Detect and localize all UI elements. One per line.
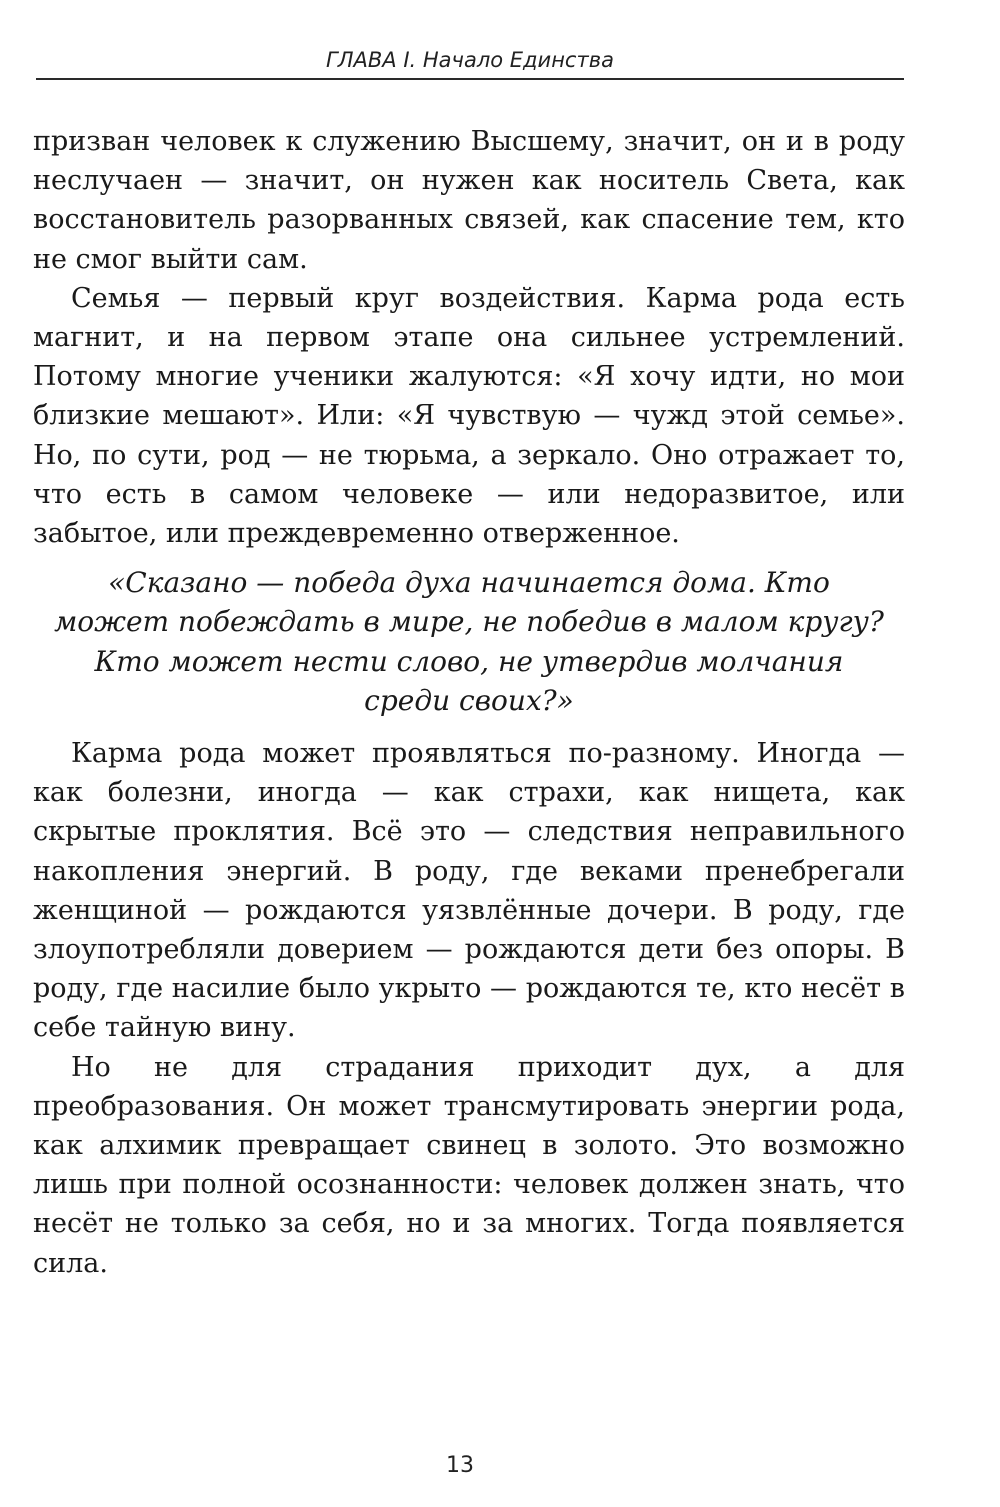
running-head: ГЛАВА I. Начало Единства	[326, 48, 614, 72]
page-number: 13	[446, 1453, 474, 1478]
paragraph: Но не для страдания приходит дух, а для преобразования. Он может трансмутировать энергии рода, как алхимик превращает свинец в золото. Это возможно лишь при полной осознанности: человек должен знать, что несёт не только за себя, но и за многих. Тогда появляется сила.	[33, 1051, 905, 1279]
header-rule	[36, 78, 904, 80]
paragraph: Семья — первый круг воздействия. Карма рода есть магнит, и на первом этапе она сильнее устремлений. Потому многие ученики жалуются: «Я хочу идти, но мои близкие мешают». Или: «Я чувствую — чужд этой семье». Но, по сути, род — не тюрьма, а зеркало. Оно отражает то, что есть в самом человеке — или недоразвитое, или забытое, или преждевременно отверженное.	[33, 282, 905, 550]
paragraph-continued: призван человек к служению Высшему, значит, он и в роду неслучаен — значит, он нужен как носитель Света, как восстановитель разорванных связей, как спасение тем, кто не смог выйти сам.	[33, 126, 905, 275]
page-body	[33, 122, 905, 1283]
paragraph: Карма рода может проявляться по-разному. Иногда — как болезни, иногда — как страхи, как нищета, как скрытые проклятия. Всё это — следствия неправильного накопления энергий. В роду, где веками пренебрегали женщиной — рождаются уязвлённые дочери. В роду, где злоупотребляли доверием — рождаются дети без опоры. В роду, где насилие было укрыто — рождаются те, кто несёт в себе тайную вину.	[33, 738, 905, 1044]
block-quote: «Сказано — победа духа начинается дома. Кто может побеждать в мире, не победив в малом кругу? Кто может нести слово, не утвердив молчания среди своих?»	[54, 566, 884, 717]
